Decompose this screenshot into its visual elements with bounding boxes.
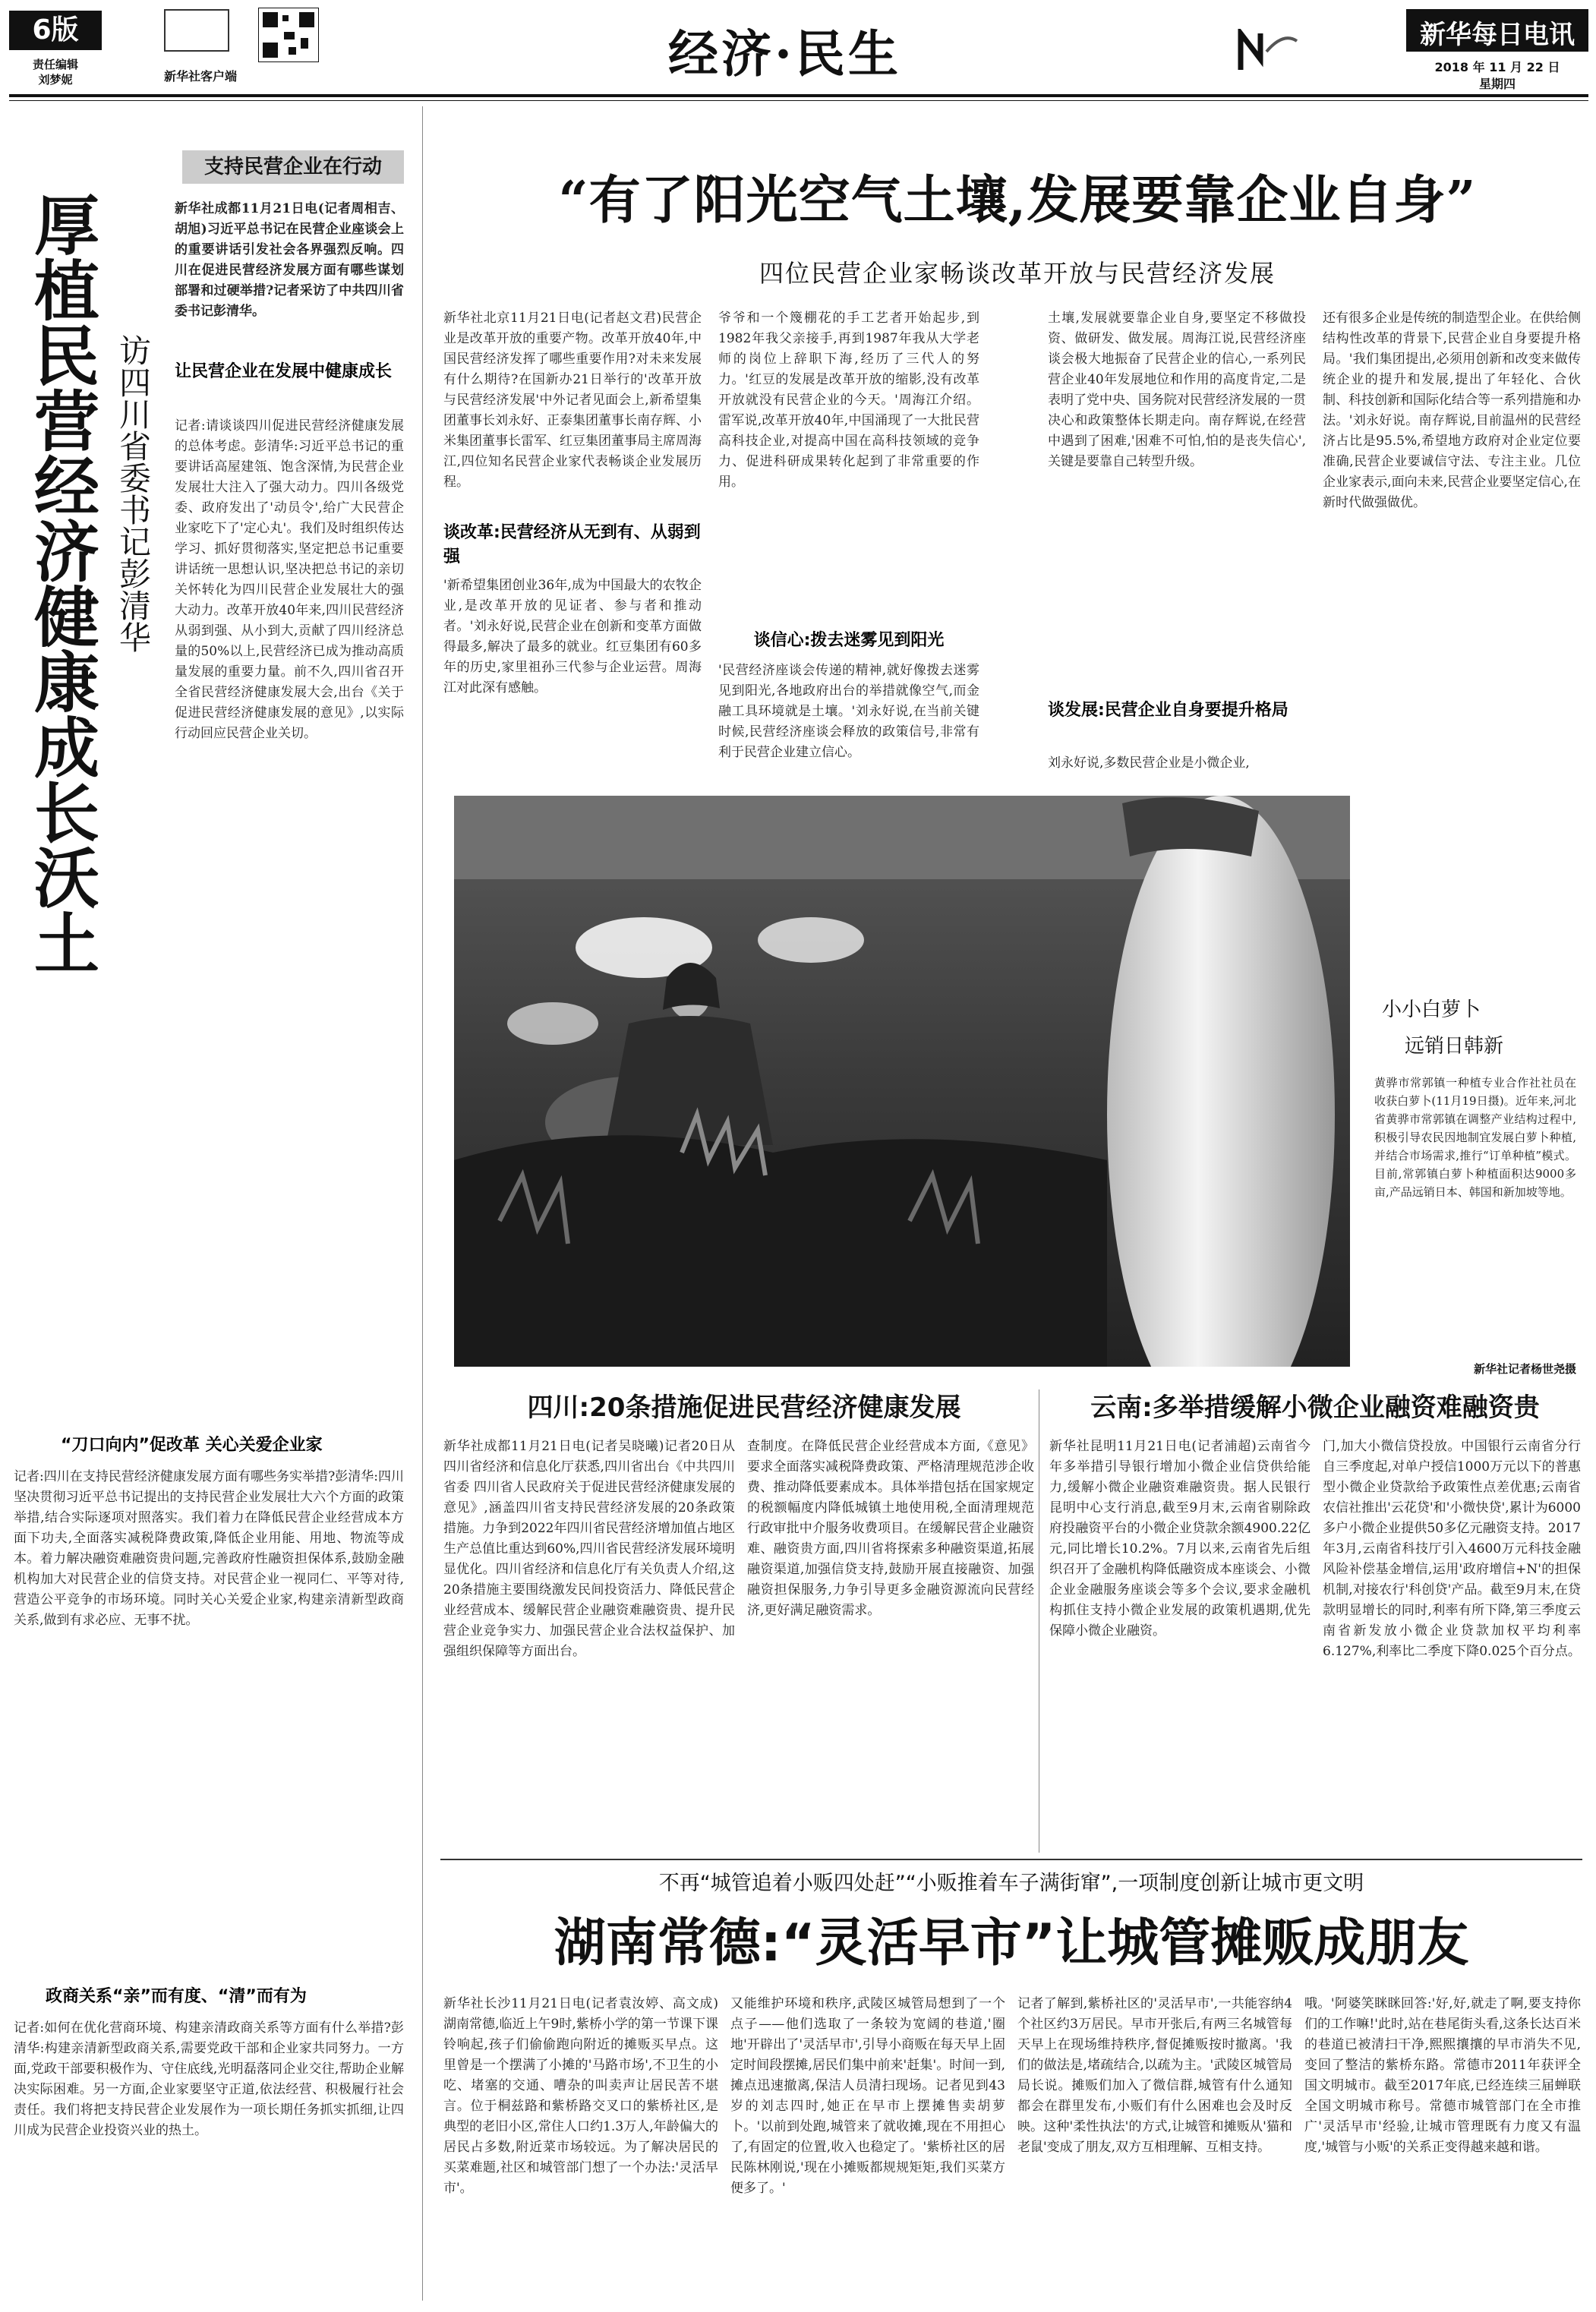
changde-top-rule	[440, 1859, 1582, 1860]
yunnan-headline: 云南:多举措缓解小微企业融资难融资贵	[1090, 1393, 1540, 1423]
masthead-rule-thin	[9, 100, 1588, 101]
editor-label: 责任编辑	[32, 58, 78, 71]
sichuan-col2: 查制度。在降低民营企业经营成本方面,《意见》要求全面落实减税降费政策、严格清理规范涉企收费、推动降低要素成本。具体举措包括在国家规定的税额幅度内降低城镇土地使用税,全面清理规范行政审批中介服务收费项目。在缓解民营企业融资难、融资贵方面,四川省将探索多种融资渠道,拓展融资渠道,加强信贷支持,鼓励开展直接融资、加强融资担保服务,力争引导更多金融资源流向民营经济,更好满足融资需求。	[747, 1439, 1034, 1618]
left-sub3: 政商关系“亲”而有度、“清”而有为	[46, 1987, 307, 2006]
left-subtitle: 访四川省委书记彭清华	[115, 334, 152, 653]
photo-caption-title: 小小白萝卜	[1382, 998, 1481, 1021]
paper-name: 新华每日电讯	[1420, 20, 1575, 50]
news-logo-icon	[1238, 29, 1300, 73]
photo-caption-subtitle: 远销日韩新	[1405, 1035, 1504, 1058]
yunnan-col1: 新华社昆明11月21日电(记者浦超)云南省今年多举措引导银行增加小微企业信贷供给能力,缓解小微企业融资难融资贵。据人民银行昆明中心支行消息,截至9月末,云南省剔除政府投融资平台的小微企业贷款余额4900.22亿元,同比增长10.2%。7月以来,云南省先后组织召开了金融机构降低融资成本座谈会、小微企业金融服务座谈会等多个会议,要求金融机构抓住支持小微企业发展的政策机遇期,优先保障小微企业融资。	[1049, 1439, 1311, 1639]
top-subtitle: 四位民营企业家畅谈改革开放与民营经济发展	[759, 259, 1276, 288]
page-number-badge: 6版	[9, 11, 102, 50]
left-p1: 记者:请谈谈四川促进民营经济健康发展的总体考虑。彭清华:习近平总书记的重要讲话高屋建瓴、饱含深情,为民营企业发展壮大注入了强大动力。四川各级党委、政府发出了'动员令',给广大民营企业家吃下了'定心丸'。我们及时组织传达学习、抓好贯彻落实,坚定把总书记重要讲话统一思想认识,坚决把总书记的亲切关怀转化为四川民营企业发展壮大的强大动力。改革开放40年来,四川民营经济从弱到强、从小到大,贡献了四川经济总量的50%以上,民营经济已成为推动高质量发展的重要力量。前不久,四川省召开全省民营经济健康发展大会,出台《关于促进民营经济健康发展的意见》,以实际行动回应民营企业关切。	[175, 418, 404, 741]
series-tag: 支持民营企业在行动	[182, 150, 404, 184]
top-col3: 土壤,发展就要靠企业自身,要坚定不移做投资、做研发、做发展。周海江说,民营经济座谈会极大地振奋了民营企业的信心,一系列民营企业40年发展地位和作用的高度肯定,二是表明了党中央、国务院对民营经济发展的一贯决心和政策整体长期走向。南存辉说,在经营中遇到了困难,'困难不可怕,怕的是丧失信心',关键是要靠自己转型升级。	[1048, 311, 1306, 469]
changde-kicker: 不再“城管追着小贩四处赶”“小贩推着车子满街窜”,一项制度创新让城市更文明	[658, 1872, 1364, 1895]
left-sub1: 让民营企业在发展中健康成长	[175, 362, 393, 381]
top-col2: 爷爷和一个篾棚花的手工艺者开始起步,到1982年我父亲接手,再到1987年我从大学老师的岗位上辞职下海,经历了三代人的努力。'红豆的发展是改革开放的缩影,没有改革开放就没有民营企业的今天。'周海江介绍。雷军说,改革开放40年,中国涌现了一大批民营高科技企业,对提高中国在高科技领域的竞争力、促进科研成果转化起到了非常重要的作用。	[718, 311, 979, 490]
top-col1: 新华社北京11月21日电(记者赵文君)民营企业是改革开放的重要产物。改革开放40年,中国民营经济发挥了哪些重要作用?对未来发展有什么期待?在国新办21日举行的'改革开放与民营经济发展'中外记者见面会上,新希望集团董事长刘永好、正泰集团董事长南存辉、小米集团董事长雷军、红豆集团董事局主席周海江,四位知名民营企业家代表畅谈企业发展历程。	[443, 311, 702, 490]
top-headline: “有了阳光空气土壤,发展要靠企业自身”	[558, 170, 1477, 231]
changde-col2: 又能维护环境和秩序,武陵区城管局想到了一个点子——他们选取了一条较为宽阔的巷道,'圈地'开辟出了'灵活早市',引导小商贩在每天早上固定时间段摆摊,居民们集中前来'赶集'。时间一到,摊点迅速撤离,保洁人员清扫现场。记者见到43岁的刘志四时,她正在早市上摆摊售卖胡萝卜。'以前到处跑,城管来了就收摊,现在不用担心了,有固定的位置,收入也稳定了。'紫桥社区的居民陈林刚说,'现在小摊贩都规规矩矩,我们买菜方便多了。'	[730, 1996, 1005, 2196]
sichuan-headline: 四川:20条措施促进民营经济健康发展	[527, 1393, 961, 1423]
top-col1b: '新希望集团创业36年,成为中国最大的农牧企业,是改革开放的见证者、参与者和推动者。'刘永好说,民营企业在创新和变革方面做得最多,解决了最多的就业。红豆集团有60多年的历史,家里祖孙三代参与企业运营。周海江对此深有感触。	[443, 578, 702, 695]
qr-code-icon	[258, 8, 319, 62]
radish-photo	[454, 796, 1350, 1367]
top-col3-sub: 谈发展:民营企业自身要提升格局	[1048, 701, 1288, 720]
xinhua-logo-icon	[164, 9, 229, 52]
client-label: 新华社客户端	[164, 69, 238, 84]
photo-caption-text: 黄骅市常郭镇一种植专业合作社社员在收获白萝卜(11月19日摄)。近年来,河北省黄骅市常郭镇在调整产业结构过程中,积极引导农民因地制宜发展白萝卜种植,并结合市场需求,推行“订单种植”模式。目前,常郭镇白萝卜种植面积达9000多亩,产品远销日本、韩国和新加坡等地。	[1374, 1076, 1576, 1199]
top-col2b: '民营经济座谈会传递的精神,就好像拨去迷雾见到阳光,各地政府出台的举措就像空气,而金融工具环境就是土壤。'刘永好说,在当前关键时候,民营经济座谈会释放的政策信号,非常有利于民营企业建立信心。	[718, 663, 979, 760]
left-sub2: “刀口向内”促改革 关心关爱企业家	[61, 1436, 323, 1455]
changde-col1: 新华社长沙11月21日电(记者袁汝婷、高文成)湖南常德,临近上午9时,紫桥小学的第一节课下课铃响起,孩子们偷偷跑向附近的摊贩买早点。这里曾是一个摆满了小摊的'马路市场',不卫生的小吃、堵塞的交通、嘈杂的叫卖声让居民苦不堪言。位于桐兹路和紫桥路交叉口的紫桥社区,是典型的老旧小区,常住人口约1.3万人,年龄偏大的居民占多数,附近菜市场较远。为了解决居民的买菜难题,社区和城管部门想了一个办法:'灵活早市'。	[443, 1996, 718, 2196]
top-col4: 还有很多企业是传统的制造型企业。在供给侧结构性改革的背景下,民营企业自身要提升格局。'我们集团提出,必须用创新和改变来做传统企业的提升和发展,提出了年轻化、合伙制、科技创新和国际化结合等一系列措施和办法。'刘永好说。南存辉说,目前温州的民营经济占比是95.5%,希望地方政府对企业定位要准确,民营企业要诚信守法、专注主业。几位企业家表示,面向未来,民营企业要坚定信心,在新时代做强做优。	[1323, 311, 1581, 510]
masthead-rule	[9, 94, 1588, 97]
left-p3: 记者:如何在优化营商环境、构建亲清政商关系等方面有什么举措?彭清华:构建亲清新型政商关系,需要党政干部和企业家共同努力。一方面,党政干部要积极作为、守住底线,光明磊落同企业交往,帮助企业解决实际困难。另一方面,企业家要坚守正道,依法经营、积极履行社会责任。我们将把支持民营企业发展作为一项长期任务抓实抓细,让四川成为民营企业投资兴业的热土。	[14, 2020, 404, 2138]
changde-col3: 记者了解到,紫桥社区的'灵活早市',一共能容纳4个社区约3万居民。早市开张后,有两三名城管每天早上在现场维持秩序,督促摊贩按时撤离。'我们的做法是,堵疏结合,以疏为主。'武陵区城管局局长说。摊贩们加入了微信群,城管有什么通知都会在群里发布,小贩们有什么困难也会及时反映。这种'柔性执法'的方式,让城管和摊贩从'猫和老鼠'变成了朋友,双方互相理解、互相支持。	[1017, 1996, 1292, 2155]
changde-headline: 湖南常德:“灵活早市”让城管摊贩成朋友	[554, 1913, 1469, 1973]
left-column-rule	[422, 106, 423, 2301]
issue-weekday: 星期四	[1478, 77, 1516, 91]
editor-name: 刘梦妮	[38, 73, 73, 87]
top-col1-sub: 谈改革:民营经济从无到有、从弱到强	[443, 523, 701, 566]
left-p2: 记者:四川在支持民营经济健康发展方面有哪些务实举措?彭清华:四川坚决贯彻习近平总书记提出的支持民营企业发展壮大六个方面的政策举措,结合实际逐项对照落实。我们着力在降低民营企业经营成本方面下功夫,全面落实减税降费政策,降低企业用能、用地、物流等成本。着力解决融资难融资贵问题,完善政府性融资担保体系,鼓励金融机构加大对民营企业的信贷支持。对民营企业一视同仁、平等对待,营造公平竞争的市场环境。同时关心关爱企业家,构建亲清新型政商关系,做到有求必应、无事不扰。	[14, 1469, 404, 1628]
top-col3b: 刘永好说,多数民营企业是小微企业,	[1048, 755, 1250, 771]
section-title: 经济·民生	[668, 24, 901, 84]
photo-credit: 新华社记者杨世尧摄	[1473, 1362, 1576, 1376]
issue-date: 2018 年 11 月 22 日	[1434, 60, 1560, 74]
changde-col4: 哦。'阿婆笑眯眯回答:'好,好,就走了啊,要支持你们的工作嘛!'此时,站在巷尾街头看,这条长达百米的巷道已被清扫干净,熙熙攘攘的早市消失不见,变回了整洁的紫桥东路。常德市2011年获评全国文明城市。截至2017年底,已经连续三届蝉联全国文明城市称号。常德市城管部门在全市推广'灵活早市'经验,让城市管理既有力度又有温度,'城管与小贩'的关系正变得越来越和谐。	[1304, 1996, 1581, 2155]
masthead	[0, 0, 1596, 91]
left-headline: 厚植民营经济健康成长沃土	[23, 191, 99, 975]
top-col2-sub: 谈信心:拨去迷雾见到阳光	[753, 631, 945, 650]
left-lead: 新华社成都11月21日电(记者周相吉、胡旭)习近平总书记在民营企业座谈会上的重要讲话引发社会各界强烈反响。四川在促进民营经济发展方面有哪些谋划部署和过硬举措?记者采访了中共四川省委书记彭清华。	[175, 201, 404, 319]
yunnan-col2: 门,加大小微信贷投放。中国银行云南省分行自三季度起,对单户授信1000万元以下的普惠型小微企业贷款给予政策性点差优惠;云南省农信社推出'云花贷'和'小微快贷',累计为6000多户小微企业提供50多亿元融资支持。2017年3月,云南省科技厅引入4600万元科技金融风险补偿基金增信,运用'政府增信+N'的担保机制,对接农行'科创贷'产品。截至9月末,在贷款明显增长的同时,利率有所下降,第三季度云南省新发放小微企业贷款加权平均利率6.127%,利率比二季度下降0.025个百分点。	[1323, 1439, 1581, 1659]
sichuan-col1: 新华社成都11月21日电(记者吴晓曦)记者20日从四川省经济和信息化厅获悉,四川省出台《中共四川省委 四川省人民政府关于促进民营经济健康发展的意见》,涵盖四川省支持民营经济发展的20条政策措施。力争到2022年四川省民营经济增加值占地区生产总值比重达到60%,四川省民营经济发展环境明显优化。四川省经济和信息化厅有关负责人介绍,这20条措施主要围绕激发民间投资活力、降低民营企业经营成本、缓解民营企业融资难融资贵、提升民营企业竞争实力、加强民营企业合法权益保护、加强组织保障等方面出台。	[443, 1439, 735, 1659]
